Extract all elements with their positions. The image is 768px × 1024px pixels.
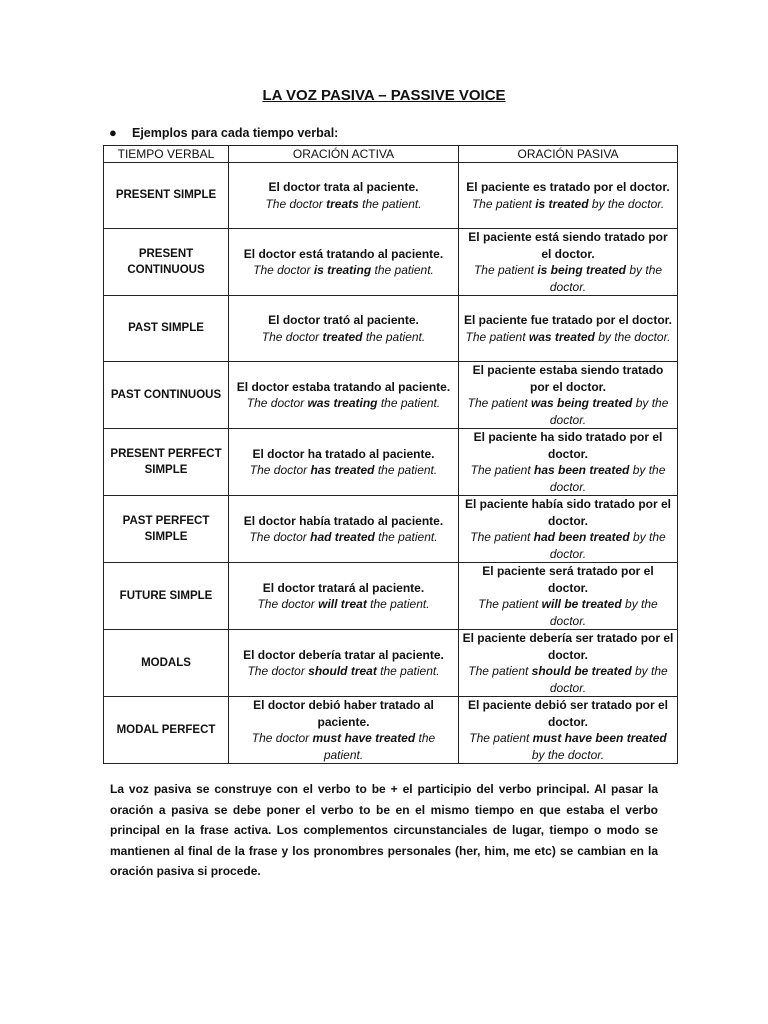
tense-cell: PRESENT CONTINUOUS	[104, 229, 229, 296]
table-row	[104, 697, 678, 764]
sentence-part: the patient.	[323, 731, 436, 762]
sentence-part: the patient.	[362, 329, 426, 344]
passive-english	[462, 395, 674, 428]
passive-english	[462, 196, 674, 213]
tense-table	[103, 145, 678, 764]
table-row	[104, 296, 678, 362]
table-row	[104, 563, 678, 630]
verb-phrase: is treated	[535, 196, 589, 211]
active-english	[232, 462, 455, 479]
sentence-part: The doctor	[249, 463, 311, 477]
active-spanish: El doctor había tratado al paciente.	[243, 513, 444, 528]
sentence-part: The doctor	[265, 196, 327, 211]
passive-spanish: El paciente había sido tratado por el doctor.	[464, 497, 672, 528]
passive-cell	[459, 229, 678, 296]
sentence-part: by the doctor.	[531, 747, 605, 762]
sentence-part: the patient.	[377, 396, 441, 410]
tense-cell: PAST CONTINUOUS	[104, 362, 229, 429]
active-spanish: El doctor estaba tratando al paciente.	[236, 379, 451, 394]
active-cell	[229, 362, 459, 429]
sentence-part: The patient	[465, 329, 529, 344]
sentence-part: by the doctor.	[549, 396, 669, 427]
sentence-part: by the doctor.	[549, 530, 666, 561]
passive-spanish: El paciente debería ser tratado por el doctor.	[462, 631, 674, 662]
verb-phrase: must have been treated	[532, 731, 667, 745]
sentence-part: The patient	[469, 731, 533, 745]
bullet-text: Ejemplos para cada tiempo verbal:	[132, 126, 339, 140]
verb-phrase: has been treated	[533, 463, 630, 477]
verb-phrase: treats	[326, 196, 359, 211]
sentence-part: by the doctor.	[549, 664, 668, 695]
sentence-part: The patient	[473, 263, 538, 277]
active-spanish: El doctor debería tratar al paciente.	[243, 647, 444, 662]
tense-cell: PAST PERFECT SIMPLE	[104, 496, 229, 563]
table-header-row	[104, 146, 678, 163]
passive-spanish: El paciente es tratado por el doctor.	[466, 180, 670, 194]
passive-cell	[459, 362, 678, 429]
active-spanish: El doctor trató al paciente.	[268, 313, 419, 327]
active-english	[232, 262, 455, 279]
active-spanish: El doctor trata al paciente.	[268, 180, 419, 194]
passive-cell	[459, 630, 678, 697]
passive-spanish: El paciente está siendo tratado por el doctor.	[468, 230, 668, 261]
sentence-part: by the doctor.	[594, 329, 671, 344]
verb-phrase: has treated	[310, 463, 375, 477]
passive-spanish: El paciente estaba siendo tratado por el doctor.	[472, 363, 664, 394]
sentence-part: The patient	[471, 196, 536, 211]
sentence-part: The doctor	[257, 597, 319, 611]
sentence-part: by the doctor.	[549, 263, 663, 294]
passive-cell	[459, 429, 678, 496]
tense-cell: PRESENT PERFECT SIMPLE	[104, 429, 229, 496]
active-spanish: El doctor tratará al paciente.	[262, 580, 425, 595]
verb-phrase: must have treated	[312, 731, 416, 745]
active-cell	[229, 496, 459, 563]
sentence-part: The patient	[470, 530, 534, 544]
header-passive: ORACIÓN PASIVA	[459, 146, 678, 163]
passive-english	[462, 329, 674, 346]
passive-cell	[459, 697, 678, 764]
table-row	[104, 362, 678, 429]
sentence-part: The patient	[468, 664, 532, 678]
sentence-part: the patient.	[371, 263, 434, 277]
active-cell	[229, 563, 459, 630]
header-active: ORACIÓN ACTIVA	[229, 146, 459, 163]
active-cell	[229, 429, 459, 496]
active-english	[232, 596, 455, 613]
sentence-part: The patient	[478, 597, 542, 611]
sentence-part: The doctor	[249, 530, 311, 544]
verb-phrase: is treating	[313, 263, 372, 277]
header-tense: TIEMPO VERBAL	[104, 146, 229, 163]
active-english	[232, 329, 455, 346]
active-spanish: El doctor está tratando al paciente.	[243, 246, 444, 261]
sentence-part: by the doctor.	[588, 196, 665, 211]
sentence-part: the patient.	[358, 196, 422, 211]
table-row	[104, 429, 678, 496]
sentence-part: The patient	[470, 463, 534, 477]
passive-spanish: El paciente será tratado por el doctor.	[482, 564, 654, 595]
explanation-paragraph: La voz pasiva se construye con el verbo to be + el participio del verbo principal. Al pasar la oración a pasiva se debe poner el verbo to be en el mismo tiempo en que estaba el verbo principal en la frase activa. Los complementos circunstanciales de lugar, tiempo o modo se mantienen al final de la frase y los pronombres personales (her, him, me etc) se cambian en la oración pasiva si procede.	[110, 782, 658, 878]
verb-phrase: treated	[322, 329, 363, 344]
passive-cell	[459, 563, 678, 630]
verb-phrase: was treating	[307, 396, 378, 410]
bullet-item	[109, 125, 339, 140]
active-cell	[229, 229, 459, 296]
bullet-dot-icon: ●	[109, 125, 117, 140]
active-english	[232, 196, 455, 213]
tense-cell: PAST SIMPLE	[104, 296, 229, 362]
active-english	[232, 395, 455, 412]
sentence-part: by the doctor.	[549, 597, 658, 628]
passive-english	[462, 663, 674, 696]
sentence-part: the patient.	[366, 597, 430, 611]
active-cell	[229, 163, 459, 229]
passive-english	[462, 730, 674, 763]
active-english	[232, 663, 455, 680]
verb-phrase: will be treated	[541, 597, 622, 611]
passive-cell	[459, 163, 678, 229]
page-title: LA VOZ PASIVA – PASSIVE VOICE	[262, 87, 506, 104]
active-cell	[229, 630, 459, 697]
table-row	[104, 163, 678, 229]
tense-cell: FUTURE SIMPLE	[104, 563, 229, 630]
verb-phrase: should treat	[308, 664, 377, 678]
active-cell	[229, 697, 459, 764]
sentence-part: by the doctor.	[549, 463, 666, 494]
sentence-part: The patient	[467, 396, 531, 410]
tense-cell: MODAL PERFECT	[104, 697, 229, 764]
passive-english	[462, 262, 674, 295]
active-english	[232, 730, 455, 763]
passive-spanish: El paciente debió ser tratado por el doctor.	[467, 698, 669, 729]
passive-english	[462, 462, 674, 495]
passive-spanish: El paciente fue tratado por el doctor.	[463, 313, 673, 327]
active-cell	[229, 296, 459, 362]
passive-english	[462, 596, 674, 629]
sentence-part: The doctor	[261, 329, 323, 344]
verb-phrase: had been treated	[533, 530, 630, 544]
passive-cell	[459, 296, 678, 362]
verb-phrase: had treated	[310, 530, 375, 544]
sentence-part: The doctor	[253, 263, 314, 277]
verb-phrase: was being treated	[530, 396, 633, 410]
sentence-part: the patient.	[374, 530, 438, 544]
verb-phrase: will treat	[318, 597, 367, 611]
table-row	[104, 630, 678, 697]
sentence-part: the patient.	[374, 463, 438, 477]
tense-cell: MODALS	[104, 630, 229, 697]
active-english	[232, 529, 455, 546]
sentence-part: The doctor	[246, 396, 308, 410]
passive-english	[462, 529, 674, 562]
sentence-part: The doctor	[247, 664, 309, 678]
active-spanish: El doctor ha tratado al paciente.	[252, 446, 435, 461]
active-spanish: El doctor debió haber tratado al paciente.	[253, 698, 434, 729]
sentence-part: the patient.	[376, 664, 440, 678]
sentence-part: The doctor	[251, 731, 313, 745]
verb-phrase: was treated	[528, 329, 595, 344]
verb-phrase: is being treated	[537, 263, 627, 277]
passive-spanish: El paciente ha sido tratado por el doctor.	[473, 430, 663, 461]
passive-cell	[459, 496, 678, 563]
tense-cell: PRESENT SIMPLE	[104, 163, 229, 229]
table-row	[104, 229, 678, 296]
table-row	[104, 496, 678, 563]
verb-phrase: should be treated	[531, 664, 632, 678]
